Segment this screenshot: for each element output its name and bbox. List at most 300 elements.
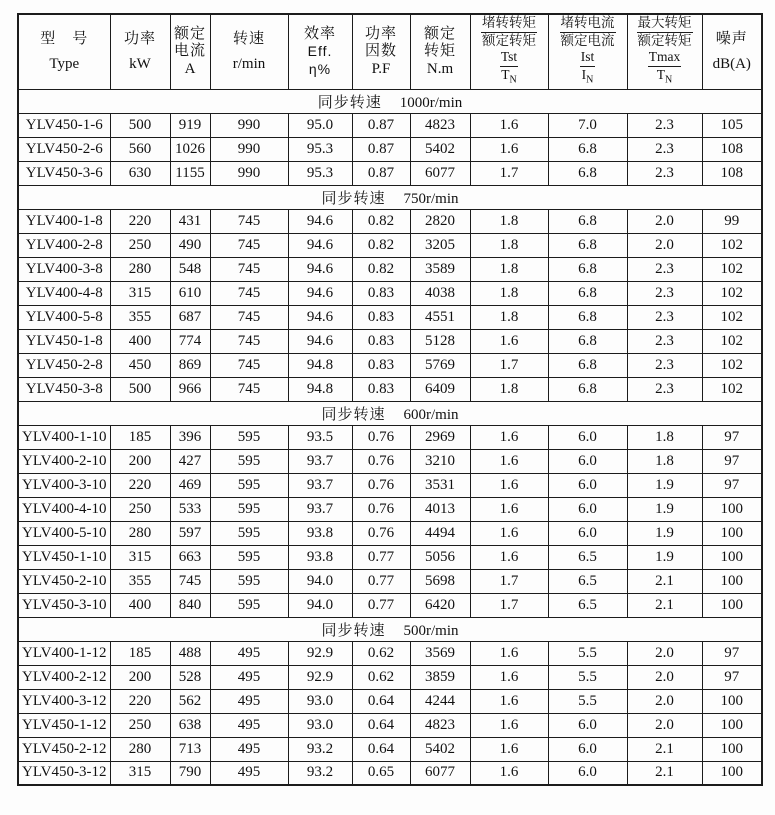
value-cell: 93.8 (288, 545, 352, 569)
section-label: 同步转速 (321, 406, 386, 423)
value-cell: 0.83 (352, 377, 410, 401)
value-cell: 548 (170, 257, 210, 281)
col-header-power-factor (352, 14, 410, 89)
value-cell: 431 (170, 209, 210, 233)
table-row (18, 641, 762, 665)
col-pf-zh1: 功率 (364, 25, 397, 42)
col-eff-en: Eff. (307, 43, 333, 60)
value-cell: 2.3 (627, 113, 702, 137)
col-noise-unit: dB(A) (712, 56, 751, 73)
value-cell: 6.8 (548, 137, 627, 161)
value-cell: 94.0 (288, 569, 352, 593)
section-title (18, 617, 762, 641)
table-row (18, 209, 762, 233)
value-cell: 1.6 (470, 665, 548, 689)
tst-symbol-subscript: N (509, 74, 517, 86)
value-cell: 92.9 (288, 641, 352, 665)
value-cell: 6.0 (548, 425, 627, 449)
value-cell: 6077 (410, 161, 470, 185)
value-cell: 99 (702, 209, 762, 233)
value-cell: 533 (170, 497, 210, 521)
section-label: 同步转速 (321, 190, 386, 207)
value-cell: 745 (210, 233, 288, 257)
value-cell: 663 (170, 545, 210, 569)
section-title (18, 185, 762, 209)
value-cell: 597 (170, 521, 210, 545)
value-cell: 1.6 (470, 545, 548, 569)
value-cell: 0.87 (352, 137, 410, 161)
value-cell: 528 (170, 665, 210, 689)
value-cell: 595 (210, 569, 288, 593)
col-header-type (18, 14, 110, 89)
value-cell: 2.0 (627, 689, 702, 713)
value-cell: 3589 (410, 257, 470, 281)
value-cell: 610 (170, 281, 210, 305)
value-cell: 1155 (170, 161, 210, 185)
value-cell: 2.3 (627, 161, 702, 185)
value-cell: 6.8 (548, 281, 627, 305)
value-cell: 1.7 (470, 593, 548, 617)
table-row (18, 233, 762, 257)
value-cell: 3859 (410, 665, 470, 689)
section-speed: 600r/min (403, 406, 459, 423)
value-cell: 250 (110, 233, 170, 257)
value-cell: 5698 (410, 569, 470, 593)
value-cell: 2.1 (627, 593, 702, 617)
value-cell: 355 (110, 305, 170, 329)
value-cell: 315 (110, 281, 170, 305)
section-row (18, 89, 762, 113)
value-cell: 97 (702, 641, 762, 665)
value-cell: 100 (702, 713, 762, 737)
value-cell: 100 (702, 497, 762, 521)
col-header-max-torque-ratio (627, 14, 702, 89)
value-cell: 2.0 (627, 641, 702, 665)
col-eff-zh: 效率 (303, 25, 336, 42)
value-cell: 95.0 (288, 113, 352, 137)
value-cell: 0.83 (352, 305, 410, 329)
value-cell: 400 (110, 593, 170, 617)
value-cell: 100 (702, 521, 762, 545)
value-cell: 6.8 (548, 161, 627, 185)
value-cell: 1.6 (470, 737, 548, 761)
value-cell: 5056 (410, 545, 470, 569)
col-speed-unit: r/min (232, 56, 266, 73)
value-cell: 3531 (410, 473, 470, 497)
value-cell: 0.76 (352, 521, 410, 545)
value-cell: 595 (210, 521, 288, 545)
value-cell: 745 (210, 377, 288, 401)
tst-ratio-numerator-zh: 堵转转矩 (481, 15, 537, 33)
value-cell: 745 (210, 353, 288, 377)
value-cell: 3205 (410, 233, 470, 257)
section-row (18, 617, 762, 641)
model-cell: YLV400-2-8 (18, 233, 110, 257)
col-power-unit: kW (129, 56, 151, 73)
value-cell: 595 (210, 593, 288, 617)
value-cell: 2.1 (627, 737, 702, 761)
ist-symbol-denominator: I (581, 67, 587, 82)
value-cell: 500 (110, 377, 170, 401)
motor-spec-table (17, 13, 763, 786)
value-cell: 97 (702, 449, 762, 473)
col-header-noise (702, 14, 762, 89)
value-cell: 0.77 (352, 569, 410, 593)
value-cell: 4038 (410, 281, 470, 305)
ist-symbol-numerator: Ist (580, 49, 596, 67)
table-row (18, 425, 762, 449)
model-cell: YLV450-2-10 (18, 569, 110, 593)
value-cell: 1.8 (470, 305, 548, 329)
value-cell: 966 (170, 377, 210, 401)
table-row (18, 137, 762, 161)
value-cell: 102 (702, 257, 762, 281)
col-eff-symbol: η% (308, 60, 332, 77)
value-cell: 4823 (410, 713, 470, 737)
value-cell: 6420 (410, 593, 470, 617)
value-cell: 469 (170, 473, 210, 497)
value-cell: 1.6 (470, 473, 548, 497)
col-pf-zh2: 因数 (364, 43, 397, 60)
value-cell: 0.64 (352, 713, 410, 737)
value-cell: 3210 (410, 449, 470, 473)
value-cell: 97 (702, 425, 762, 449)
value-cell: 1.6 (470, 113, 548, 137)
value-cell: 495 (210, 761, 288, 785)
value-cell: 6.8 (548, 209, 627, 233)
value-cell: 94.6 (288, 281, 352, 305)
table-row (18, 377, 762, 401)
table-row (18, 473, 762, 497)
value-cell: 102 (702, 233, 762, 257)
value-cell: 93.0 (288, 713, 352, 737)
col-torque-zh1: 额定 (423, 25, 456, 42)
value-cell: 0.82 (352, 233, 410, 257)
value-cell: 990 (210, 113, 288, 137)
col-header-power (110, 14, 170, 89)
value-cell: 495 (210, 641, 288, 665)
section-label: 同步转速 (317, 94, 382, 111)
value-cell: 94.8 (288, 353, 352, 377)
value-cell: 94.6 (288, 257, 352, 281)
col-header-rated-torque (410, 14, 470, 89)
table-row (18, 713, 762, 737)
tmax-symbol-numerator: Tmax (648, 49, 682, 67)
value-cell: 6.0 (548, 737, 627, 761)
value-cell: 400 (110, 329, 170, 353)
tst-symbol-numerator: Tst (500, 49, 518, 67)
col-header-locked-rotor-current-ratio (548, 14, 627, 89)
value-cell: 185 (110, 425, 170, 449)
value-cell: 4823 (410, 113, 470, 137)
value-cell: 102 (702, 353, 762, 377)
value-cell: 280 (110, 521, 170, 545)
col-current-unit: A (184, 60, 196, 77)
tmax-symbol-subscript: N (665, 74, 673, 86)
value-cell: 92.9 (288, 665, 352, 689)
value-cell: 0.82 (352, 209, 410, 233)
value-cell: 6.0 (548, 761, 627, 785)
col-header-rated-current (170, 14, 210, 89)
value-cell: 93.5 (288, 425, 352, 449)
value-cell: 6.8 (548, 329, 627, 353)
value-cell: 630 (110, 161, 170, 185)
value-cell: 0.65 (352, 761, 410, 785)
value-cell: 1.9 (627, 497, 702, 521)
value-cell: 562 (170, 689, 210, 713)
value-cell: 0.76 (352, 425, 410, 449)
tmax-ratio-numerator-zh: 最大转矩 (637, 15, 693, 33)
value-cell: 93.7 (288, 497, 352, 521)
value-cell: 0.76 (352, 449, 410, 473)
value-cell: 100 (702, 545, 762, 569)
value-cell: 0.62 (352, 665, 410, 689)
model-cell: YLV450-3-6 (18, 161, 110, 185)
value-cell: 6.0 (548, 713, 627, 737)
model-cell: YLV400-3-8 (18, 257, 110, 281)
model-cell: YLV400-1-10 (18, 425, 110, 449)
value-cell: 97 (702, 473, 762, 497)
model-cell: YLV450-2-6 (18, 137, 110, 161)
value-cell: 315 (110, 761, 170, 785)
value-cell: 280 (110, 737, 170, 761)
value-cell: 2.3 (627, 377, 702, 401)
header-row (18, 14, 762, 89)
value-cell: 94.0 (288, 593, 352, 617)
model-cell: YLV450-3-8 (18, 377, 110, 401)
value-cell: 1026 (170, 137, 210, 161)
model-cell: YLV400-1-12 (18, 641, 110, 665)
value-cell: 6.8 (548, 257, 627, 281)
value-cell: 0.83 (352, 281, 410, 305)
table-row (18, 281, 762, 305)
value-cell: 1.7 (470, 569, 548, 593)
table-row (18, 161, 762, 185)
model-cell: YLV450-1-8 (18, 329, 110, 353)
value-cell: 919 (170, 113, 210, 137)
value-cell: 6.8 (548, 233, 627, 257)
tmax-symbol-denominator: T (656, 67, 665, 82)
value-cell: 105 (702, 113, 762, 137)
value-cell: 0.76 (352, 497, 410, 521)
value-cell: 2.1 (627, 761, 702, 785)
value-cell: 2.0 (627, 713, 702, 737)
value-cell: 595 (210, 497, 288, 521)
tst-symbol-denominator: T (501, 67, 510, 82)
value-cell: 1.8 (470, 209, 548, 233)
value-cell: 220 (110, 209, 170, 233)
value-cell: 0.64 (352, 689, 410, 713)
value-cell: 100 (702, 689, 762, 713)
value-cell: 745 (210, 329, 288, 353)
value-cell: 1.9 (627, 521, 702, 545)
value-cell: 100 (702, 569, 762, 593)
value-cell: 500 (110, 113, 170, 137)
value-cell: 93.7 (288, 449, 352, 473)
value-cell: 595 (210, 425, 288, 449)
value-cell: 1.7 (470, 353, 548, 377)
value-cell: 5.5 (548, 665, 627, 689)
value-cell: 1.6 (470, 329, 548, 353)
section-label: 同步转速 (321, 622, 386, 639)
col-pf-unit: P.F (371, 60, 391, 77)
table-row (18, 689, 762, 713)
value-cell: 94.6 (288, 305, 352, 329)
model-cell: YLV450-1-10 (18, 545, 110, 569)
value-cell: 5769 (410, 353, 470, 377)
value-cell: 93.2 (288, 737, 352, 761)
value-cell: 495 (210, 665, 288, 689)
value-cell: 488 (170, 641, 210, 665)
value-cell: 2.0 (627, 233, 702, 257)
value-cell: 5402 (410, 137, 470, 161)
table-row (18, 737, 762, 761)
model-cell: YLV450-1-12 (18, 713, 110, 737)
value-cell: 108 (702, 161, 762, 185)
value-cell: 5.5 (548, 641, 627, 665)
value-cell: 315 (110, 545, 170, 569)
value-cell: 745 (170, 569, 210, 593)
ist-ratio-numerator-zh: 堵转电流 (560, 15, 616, 33)
value-cell: 396 (170, 425, 210, 449)
value-cell: 100 (702, 761, 762, 785)
value-cell: 355 (110, 569, 170, 593)
value-cell: 687 (170, 305, 210, 329)
value-cell: 5402 (410, 737, 470, 761)
value-cell: 1.6 (470, 497, 548, 521)
table-row (18, 305, 762, 329)
value-cell: 490 (170, 233, 210, 257)
value-cell: 990 (210, 137, 288, 161)
value-cell: 495 (210, 689, 288, 713)
table-row (18, 329, 762, 353)
col-power-zh: 功率 (123, 31, 156, 48)
col-torque-unit: N.m (426, 60, 454, 77)
value-cell: 774 (170, 329, 210, 353)
col-header-speed (210, 14, 288, 89)
value-cell: 1.6 (470, 137, 548, 161)
section-title (18, 89, 762, 113)
value-cell: 2.3 (627, 305, 702, 329)
table-row (18, 353, 762, 377)
table-row (18, 665, 762, 689)
value-cell: 6.5 (548, 569, 627, 593)
col-current-zh2: 电流 (173, 43, 206, 60)
section-speed: 500r/min (403, 622, 459, 639)
value-cell: 6.0 (548, 497, 627, 521)
model-cell: YLV450-3-10 (18, 593, 110, 617)
value-cell: 450 (110, 353, 170, 377)
value-cell: 250 (110, 713, 170, 737)
value-cell: 6.8 (548, 353, 627, 377)
value-cell: 94.6 (288, 209, 352, 233)
value-cell: 6.5 (548, 545, 627, 569)
value-cell: 1.8 (627, 449, 702, 473)
value-cell: 869 (170, 353, 210, 377)
value-cell: 1.6 (470, 425, 548, 449)
value-cell: 6.0 (548, 449, 627, 473)
value-cell: 220 (110, 473, 170, 497)
value-cell: 102 (702, 281, 762, 305)
value-cell: 0.62 (352, 641, 410, 665)
value-cell: 4244 (410, 689, 470, 713)
value-cell: 745 (210, 209, 288, 233)
value-cell: 1.9 (627, 545, 702, 569)
value-cell: 94.6 (288, 233, 352, 257)
value-cell: 1.8 (470, 257, 548, 281)
value-cell: 638 (170, 713, 210, 737)
value-cell: 2820 (410, 209, 470, 233)
value-cell: 6.0 (548, 521, 627, 545)
value-cell: 3569 (410, 641, 470, 665)
value-cell: 2.0 (627, 209, 702, 233)
table-row (18, 113, 762, 137)
value-cell: 2.3 (627, 281, 702, 305)
table-row (18, 545, 762, 569)
value-cell: 560 (110, 137, 170, 161)
value-cell: 97 (702, 665, 762, 689)
model-cell: YLV400-3-12 (18, 689, 110, 713)
value-cell: 2969 (410, 425, 470, 449)
value-cell: 1.7 (470, 161, 548, 185)
value-cell: 94.8 (288, 377, 352, 401)
value-cell: 250 (110, 497, 170, 521)
value-cell: 185 (110, 641, 170, 665)
section-row (18, 401, 762, 425)
value-cell: 2.3 (627, 329, 702, 353)
col-type-en: Type (49, 56, 80, 73)
model-cell: YLV450-1-6 (18, 113, 110, 137)
value-cell: 595 (210, 545, 288, 569)
table-row (18, 449, 762, 473)
model-cell: YLV450-2-12 (18, 737, 110, 761)
model-cell: YLV400-5-8 (18, 305, 110, 329)
model-cell: YLV400-3-10 (18, 473, 110, 497)
value-cell: 0.64 (352, 737, 410, 761)
table-header (18, 14, 762, 89)
value-cell: 102 (702, 377, 762, 401)
value-cell: 0.87 (352, 113, 410, 137)
value-cell: 94.6 (288, 329, 352, 353)
value-cell: 280 (110, 257, 170, 281)
value-cell: 1.6 (470, 761, 548, 785)
model-cell: YLV400-5-10 (18, 521, 110, 545)
table-row (18, 497, 762, 521)
model-cell: YLV400-4-8 (18, 281, 110, 305)
value-cell: 5.5 (548, 689, 627, 713)
value-cell: 100 (702, 593, 762, 617)
value-cell: 220 (110, 689, 170, 713)
value-cell: 100 (702, 737, 762, 761)
value-cell: 4551 (410, 305, 470, 329)
value-cell: 1.8 (470, 233, 548, 257)
value-cell: 1.6 (470, 521, 548, 545)
value-cell: 0.77 (352, 545, 410, 569)
value-cell: 6409 (410, 377, 470, 401)
section-speed: 1000r/min (399, 94, 463, 111)
model-cell: YLV400-1-8 (18, 209, 110, 233)
model-cell: YLV400-4-10 (18, 497, 110, 521)
value-cell: 1.9 (627, 473, 702, 497)
value-cell: 0.83 (352, 353, 410, 377)
value-cell: 1.6 (470, 689, 548, 713)
value-cell: 4013 (410, 497, 470, 521)
value-cell: 713 (170, 737, 210, 761)
value-cell: 2.3 (627, 257, 702, 281)
model-cell: YLV400-2-12 (18, 665, 110, 689)
value-cell: 7.0 (548, 113, 627, 137)
value-cell: 595 (210, 473, 288, 497)
